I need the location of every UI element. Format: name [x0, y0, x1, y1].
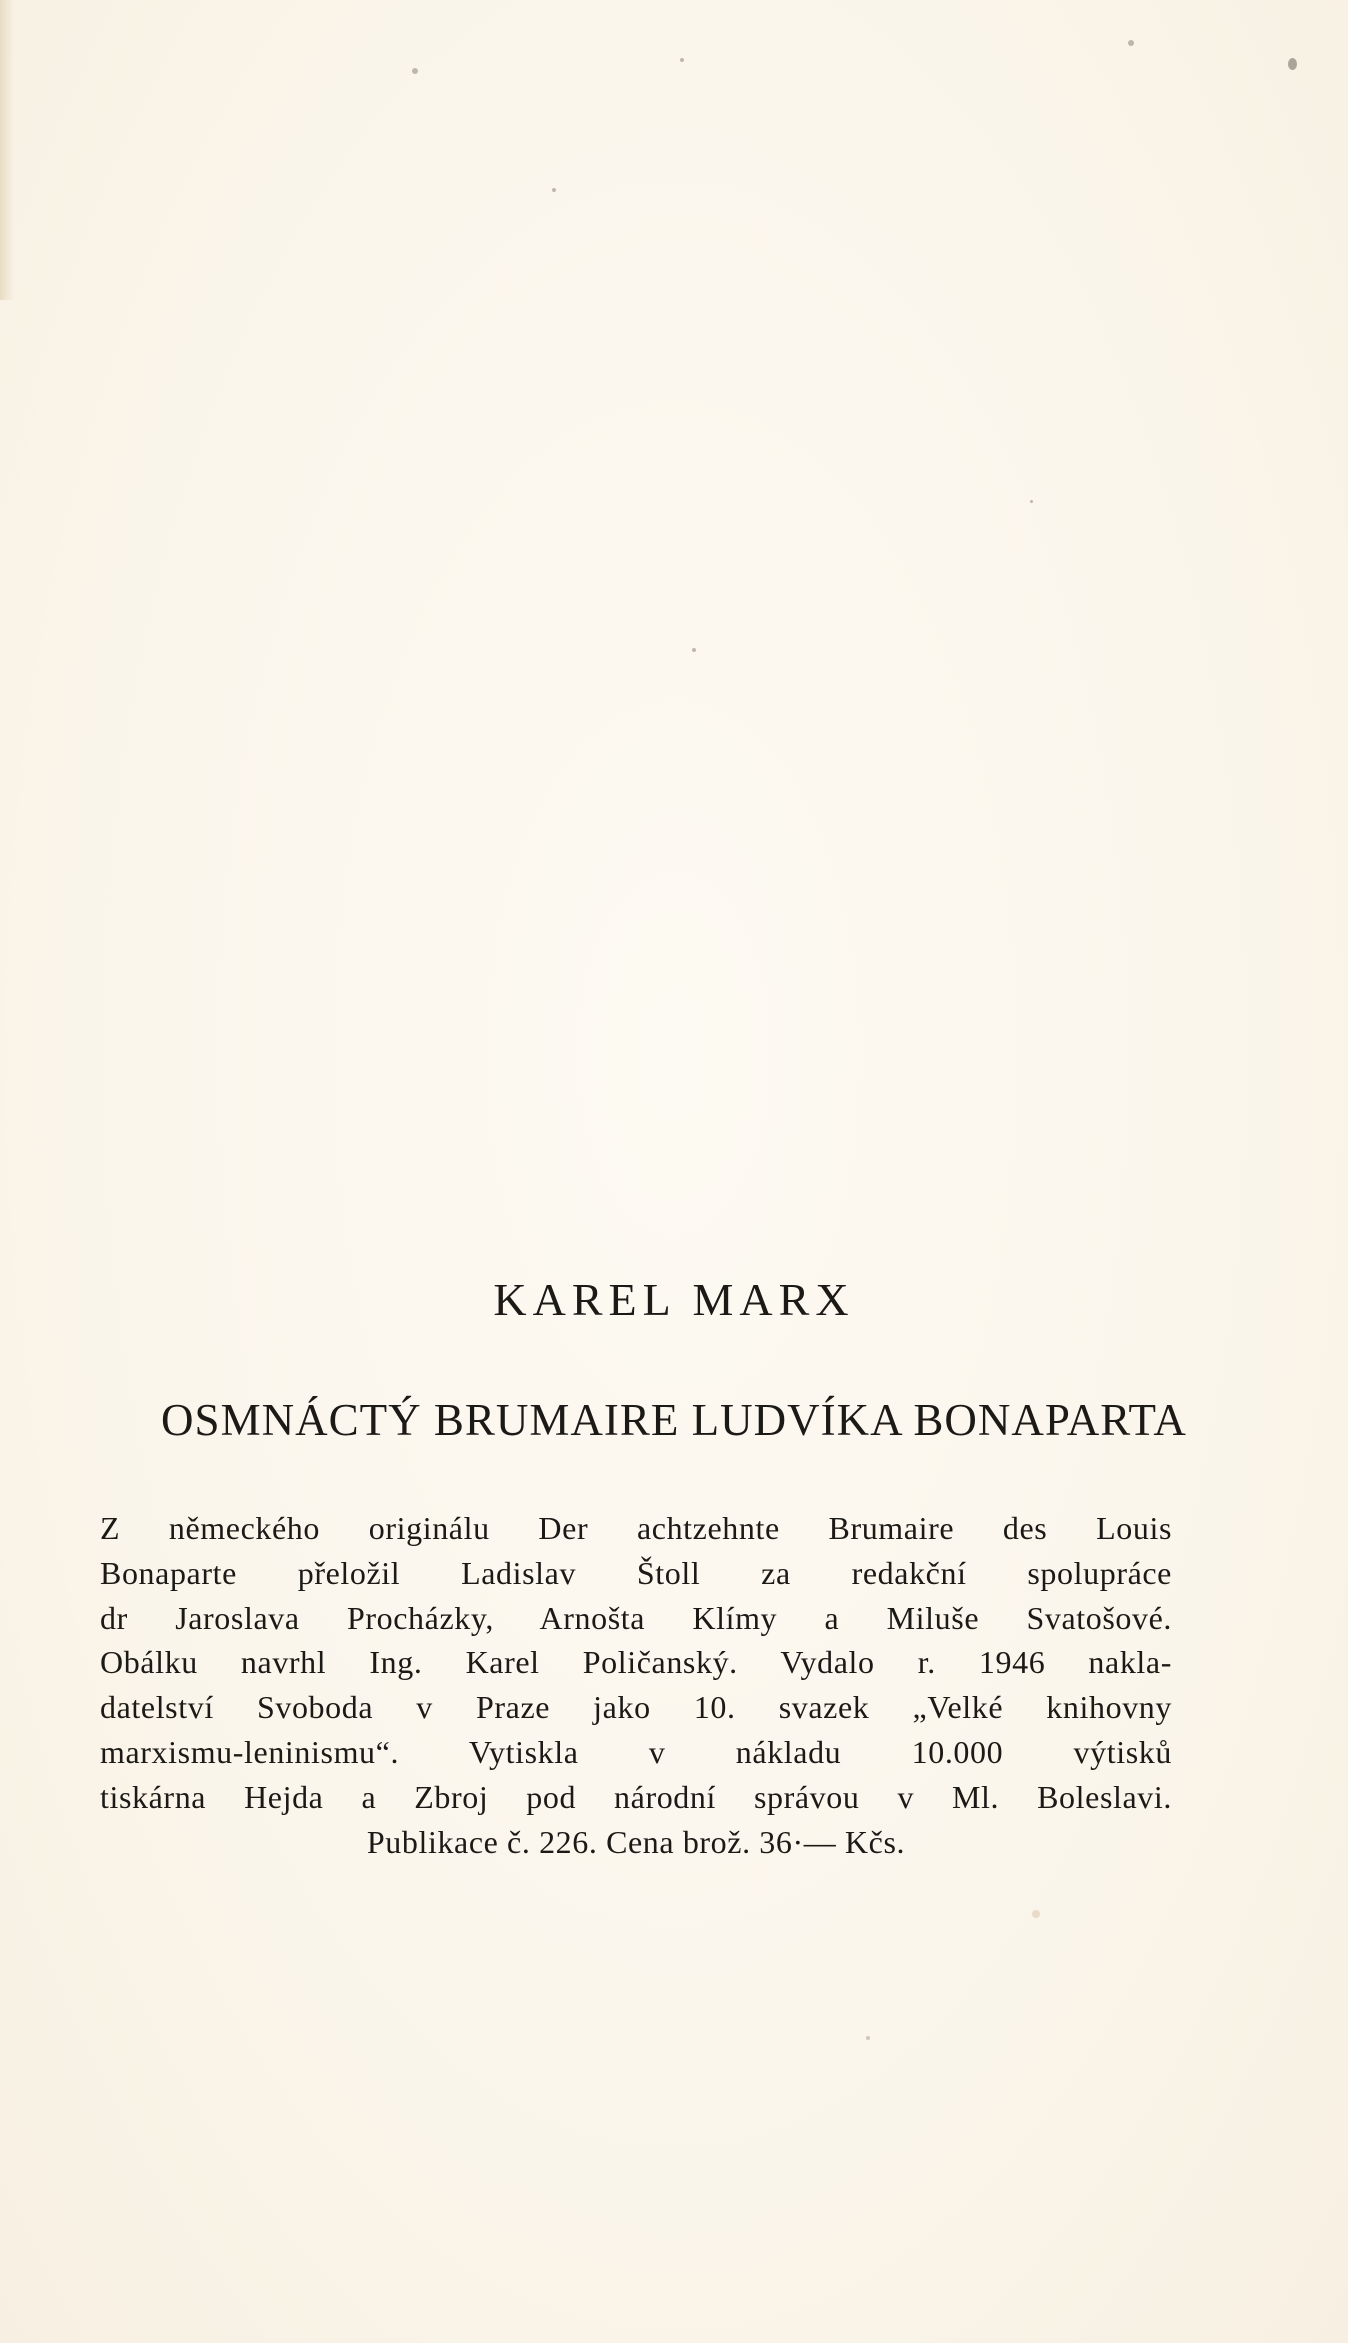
author-name: KAREL MARX [493, 1274, 855, 1325]
paper-speck [412, 68, 418, 74]
imprint-line: Publikace č. 226. Cena brož. 36·— Kčs. [366, 1823, 906, 1860]
imprint-line: datelství Svoboda v Praze jako 10. svazek „Velké knihovny [100, 1689, 1172, 1726]
imprint-line: marxismu-leninismu“. Vytiskla v nákladu 10.000 výtisků [100, 1733, 1172, 1770]
page-edge-shadow [0, 0, 14, 300]
imprint-line: Obálku navrhl Ing. Karel Poličanský. Vydalo r. 1946 nakla- [100, 1644, 1172, 1681]
imprint-line: dr Jaroslava Procházky, Arnošta Klímy a Miluše Svatošové. [100, 1599, 1172, 1636]
paper-speck [866, 2036, 870, 2040]
imprint-paragraph [100, 1506, 1172, 1864]
imprint-line: tiskárna Hejda a Zbroj pod národní správou v Ml. Boleslavi. [100, 1778, 1172, 1815]
paper-speck [1030, 500, 1033, 503]
paper-speck [552, 188, 556, 192]
book-title: OSMNÁCTÝ BRUMAIRE LUDVÍKA BONAPARTA [161, 1395, 1187, 1445]
paper-speck [1032, 1910, 1040, 1918]
paper-speck [692, 648, 696, 652]
paper-speck [1128, 40, 1134, 46]
imprint-line: Bonaparte přeložil Ladislav Štoll za redakční spolupráce [100, 1554, 1172, 1591]
paper-speck [680, 58, 684, 62]
imprint-line: Z německého originálu Der achtzehnte Brumaire des Louis [100, 1510, 1172, 1546]
paper-speck [1288, 58, 1297, 70]
